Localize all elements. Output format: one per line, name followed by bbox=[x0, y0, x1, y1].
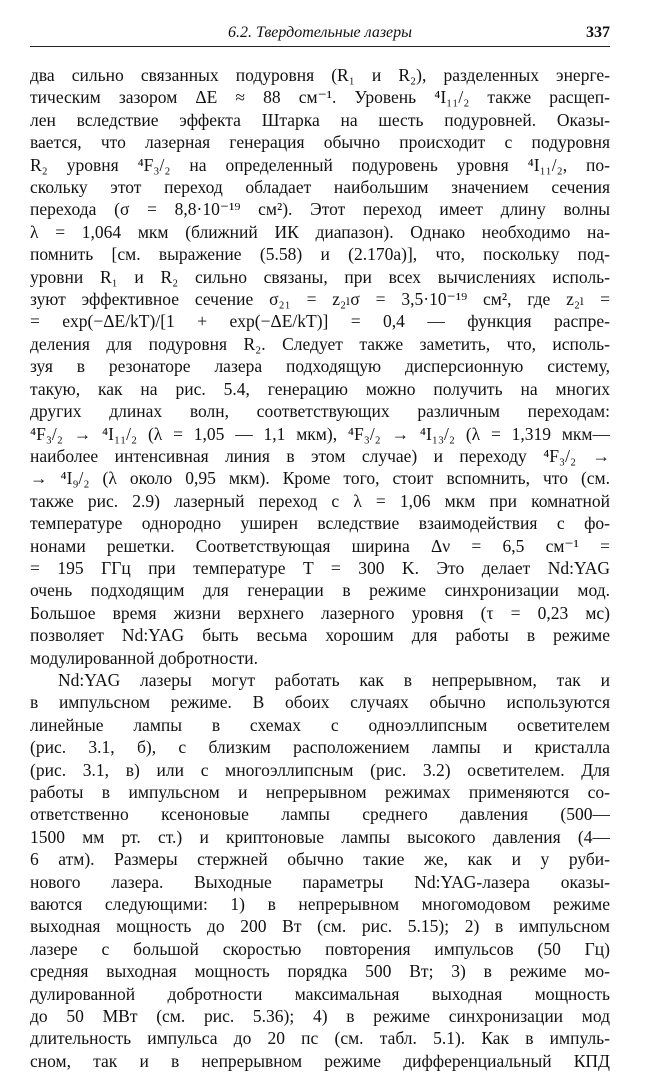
text-line: ответственно ксеноновые лампы среднего давления (500— bbox=[30, 804, 610, 825]
text-line: средняя выходная мощность порядка 500 Вт; 3) в режиме мо- bbox=[30, 961, 610, 982]
text-line: позволяет Nd:YAG быть весьма хорошим для работы в режиме bbox=[30, 625, 610, 646]
text-line: = exp(−ΔE/kT)/[1 + exp(−ΔE/kT)] = 0,4 — функция распре- bbox=[30, 311, 610, 332]
text-line: зуя в резонаторе лазера подходящую дисперсионную систему, bbox=[30, 356, 610, 377]
text-line: ⁴F₃/₂ → ⁴I₁₁/₂ (λ = 1,05 — 1,1 мкм), ⁴F₃/₂ → ⁴I₁₃/₂ (λ = 1,319 мкм— bbox=[30, 423, 610, 444]
text-line: нового лазера. Выходные параметры Nd:YAG-лазера оказы- bbox=[30, 871, 610, 892]
text-line: 6 атм). Размеры стержней обычно такие же, как и у руби- bbox=[30, 849, 610, 870]
text-line: два сильно связанных подуровня (R₁ и R₂), разделенных энерге- bbox=[30, 65, 610, 85]
paragraph-1 bbox=[30, 64, 610, 669]
text-line: дулированной добротности максимальная выходная мощность bbox=[30, 983, 610, 1004]
text-line: скольку этот переход обладает наибольшим значением сечения bbox=[30, 177, 610, 198]
text-line: в импульсном режиме. В обоих случаях обычно используются bbox=[30, 692, 610, 713]
text-line: линейные лампы в схемах с одноэллипсным осветителем bbox=[30, 714, 610, 735]
text-line: наиболее интенсивная линия в этом случае) и переходу ⁴F₃/₂ → bbox=[30, 445, 610, 466]
text-line: уровни R₁ и R₂ сильно связаны, при всех вычислениях исполь- bbox=[30, 266, 610, 287]
text-line: Nd:YAG лазеры могут работать как в непрерывном, так и bbox=[58, 669, 610, 690]
text-line: ваются следующими: 1) в непрерывном многомодовом режиме bbox=[30, 894, 610, 915]
text-line: нонами решетки. Соответствующая ширина Δν = 6,5 см⁻¹ = bbox=[30, 535, 610, 556]
text-line: перехода (σ = 8,8·10⁻¹⁹ см²). Этот переход имеет длину волны bbox=[30, 199, 610, 220]
body-text bbox=[30, 64, 610, 1072]
paragraph-2 bbox=[30, 669, 610, 1072]
text-line: сном, так и в непрерывном режиме дифференциальный КПД bbox=[30, 1050, 610, 1071]
text-line: зуют эффективное сечение σ₂₁ = z₂ₗσ = 3,5·10⁻¹⁹ см², где z₂ₗ = bbox=[30, 289, 610, 310]
running-header bbox=[30, 22, 610, 47]
section-title: 6.2. Твердотельные лазеры bbox=[228, 24, 412, 41]
text-line: температуре однородно уширен вследствие взаимодействия с фо- bbox=[30, 513, 610, 534]
text-line: Большое время жизни верхнего лазерного уровня (τ = 0,23 мс) bbox=[30, 602, 610, 623]
text-line: выходная мощность до 200 Вт (см. рис. 5.15); 2) в импульсном bbox=[30, 916, 610, 937]
text-line: других длинах волн, соответствующих различным переходам: bbox=[30, 401, 610, 422]
text-line: деления для подуровня R₂. Следует также заметить, что, исполь- bbox=[30, 333, 610, 354]
text-line: работы в импульсном и непрерывном режимах применяются со- bbox=[30, 782, 610, 802]
text-line: → ⁴I₉/₂ (λ около 0,95 мкм). Кроме того, стоит вспомнить, что (см. bbox=[30, 468, 610, 489]
text-line: λ = 1,064 мкм (ближний ИК диапазон). Однако необходимо на- bbox=[30, 221, 610, 242]
text-line: 1500 мм рт. ст.) и криптоновые лампы высокого давления (4— bbox=[30, 826, 610, 847]
text-line: очень подходящим для генерации в режиме синхронизации мод. bbox=[30, 580, 610, 601]
text-line: лазере с большой скоростью повторения импульсов (50 Гц) bbox=[30, 938, 610, 959]
text-line: такую, как на рис. 5.4, генерацию можно получить на многих bbox=[30, 378, 610, 399]
text-line: лен вследствие эффекта Штарка на шесть подуровней. Оказы- bbox=[30, 109, 610, 130]
text-line: помнить [см. выражение (5.58) и (2.170а)], что, поскольку под- bbox=[30, 244, 610, 265]
page-number: 337 bbox=[586, 24, 610, 41]
text-line: вается, что лазерная генерация обычно происходит с подуровня bbox=[30, 132, 610, 153]
text-line: также рис. 2.9) лазерный переход с λ = 1,06 мкм при комнатной bbox=[30, 490, 610, 511]
text-line: R₂ уровня ⁴F₃/₂ на определенный подуровень уровня ⁴I₁₁/₂, по- bbox=[30, 154, 610, 175]
text-line: тическим зазором ΔE ≈ 88 см⁻¹. Уровень ⁴I₁₁/₂ также расщеп- bbox=[30, 87, 610, 108]
text-line: (рис. 3.1, в) или с многоэллипсным (рис. 3.2) осветителем. Для bbox=[30, 759, 610, 780]
text-line: = 195 ГГц при температуре T = 300 K. Это делает Nd:YAG bbox=[30, 557, 610, 578]
text-line: длительность импульса до 20 пс (см. табл. 5.1). Как в импуль- bbox=[30, 1028, 610, 1049]
text-line: до 50 МВт (см. рис. 5.36); 4) в режиме синхронизации мод bbox=[30, 1006, 610, 1027]
text-line: (рис. 3.1, б), с близким расположением лампы и кристалла bbox=[30, 737, 610, 758]
text-line: модулированной добротности. bbox=[30, 647, 259, 668]
